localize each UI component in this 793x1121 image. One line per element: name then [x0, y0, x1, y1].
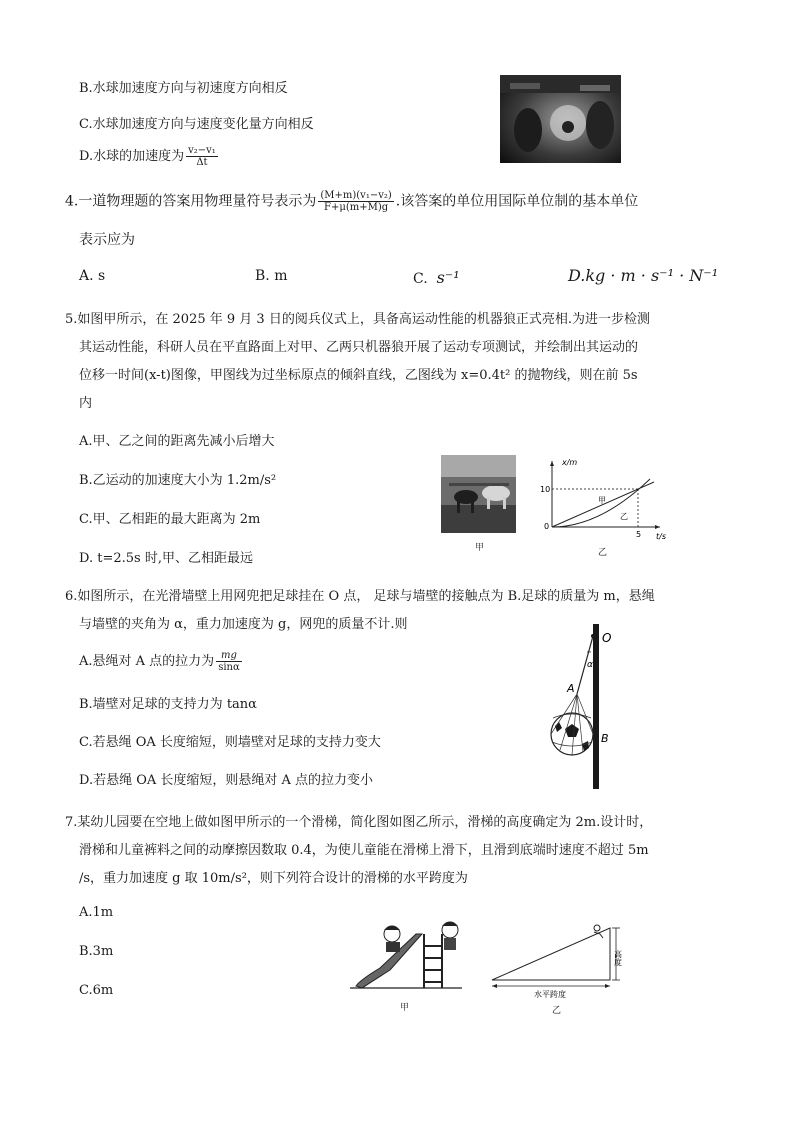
q4-option-c-value: s⁻¹	[436, 268, 460, 287]
q5-line-1: 5.如图甲所示，在 2025 年 9 月 3 日的阅兵仪式上，具备高运动性能的机器狼正式亮相.为进一步检测	[65, 312, 650, 327]
t-tick-5: 5	[636, 530, 642, 539]
q5-figure-label-yi: 乙	[598, 548, 608, 558]
q3-option-c: C.水球加速度方向与速度变化量方向相反	[79, 117, 314, 132]
q4-option-a: A. s	[79, 268, 106, 284]
q7-figure-label-jia: 甲	[400, 1003, 410, 1013]
slide-drawing	[350, 920, 465, 992]
q6-option-c: C.若悬绳 OA 长度缩短，则墙壁对足球的支持力变大	[79, 735, 381, 750]
xt-graph	[540, 455, 670, 545]
q4-stem	[65, 190, 638, 213]
point-a-label: A	[567, 682, 575, 695]
point-b-label: B	[601, 732, 609, 745]
fraction-denominator: sinα	[218, 662, 240, 673]
q6-option-a-fraction	[216, 650, 242, 673]
q7-figure-label-yi: 乙	[552, 1006, 562, 1016]
wall	[593, 624, 599, 789]
child-hair	[442, 922, 458, 926]
q7-option-a: A.1m	[79, 905, 114, 920]
q6-option-d: D.若悬绳 OA 长度缩短，则悬绳对 A 点的拉力变小	[79, 773, 374, 788]
q6-option-a	[79, 650, 244, 673]
q7-line-2: 滑梯和儿童裤料之间的动摩擦因数取 0.4，为使儿童能在滑梯上滑下，且滑到底端时速度不超过 5m	[79, 843, 649, 858]
q3-option-b: B.水球加速度方向与初速度方向相反	[79, 81, 288, 96]
fraction-denominator: Δt	[196, 157, 208, 168]
q4-stem-c: 表示应为	[79, 232, 135, 248]
t-axis-label: t/s	[656, 532, 666, 541]
child-hair	[384, 926, 400, 930]
q6-option-a-prefix: A.悬绳对 A 点的拉力为	[79, 654, 215, 669]
q6-line-1: 6.如图所示，在光滑墙壁上用网兜把足球挂在 O 点， 足球与墙壁的接触点为 B.足球的质量为 m，悬绳	[65, 589, 655, 604]
x-axis-label: x/m	[562, 458, 578, 467]
robot-wolf-photo	[441, 455, 516, 533]
q7-option-c: C.6m	[79, 983, 114, 998]
q3-option-d-fraction	[186, 145, 218, 168]
q4-stem-b: .该答案的单位用国际单位制的基本单位	[395, 193, 639, 210]
q3-option-d	[79, 145, 220, 168]
q4-option-d: D.kg · m · s⁻¹ · N⁻¹	[568, 266, 719, 285]
q5-line-3: 位移一时间(x-t)图像，甲图线为过坐标原点的倾斜直线，乙图线为 x=0.4t² 的抛物线，则在前 5s	[79, 368, 638, 383]
q4-option-c	[413, 268, 460, 287]
q5-option-a: A.甲、乙之间的距离先减小后增大	[79, 434, 275, 449]
slope-triangle	[492, 928, 610, 980]
q7-line-1: 7.某幼儿园要在空地上做如图甲所示的一个滑梯，简化图如图乙所示，滑梯的高度确定为 2m.设计时，	[65, 815, 653, 830]
water-ball-photo	[500, 75, 621, 163]
q4-option-b: B. m	[255, 268, 288, 284]
q5-line-4: 内	[79, 396, 93, 411]
expression-denominator: F+μ(m+M)g	[324, 202, 389, 213]
child-figure	[594, 925, 600, 931]
span-label: 水平跨度	[534, 990, 566, 999]
height-label: 高度	[613, 950, 623, 966]
span-arrow-right	[605, 984, 610, 988]
child-body	[444, 938, 456, 950]
origin-label: 0	[544, 522, 550, 531]
curve-label-yi: 乙	[620, 512, 628, 521]
q5-option-c: C.甲、乙相距的最大距离为 2m	[79, 512, 261, 527]
q6-option-b: B.墙壁对足球的支持力为 tanα	[79, 697, 257, 712]
q7-line-3: /s，重力加速度 g 取 10m/s²，则下列符合设计的滑梯的水平跨度为	[79, 871, 468, 886]
slide-diagram	[488, 914, 633, 1004]
t-axis-arrow	[655, 525, 660, 529]
child-body	[386, 942, 400, 952]
football-net-figure	[535, 622, 625, 790]
q6-line-2: 与墙壁的夹角为 α，重力加速度为 g，网兜的质量不计.则	[79, 617, 408, 632]
angle-alpha-label: α	[587, 660, 593, 670]
q4-expression	[318, 190, 393, 213]
q7-option-b: B.3m	[79, 944, 114, 959]
q4-stem-a: 4.一道物理题的答案用物理量符号表示为	[65, 193, 317, 210]
q5-line-2: 其运动性能，科研人员在平直路面上对甲、乙两只机器狼开展了运动专项测试，并绘制出其运动的	[79, 340, 639, 355]
q3-option-d-prefix: D.水球的加速度为	[79, 149, 185, 164]
x-tick-10: 10	[540, 485, 551, 494]
q5-figure-label-jia: 甲	[475, 543, 485, 553]
fraction-numerator: v₂−v₁	[188, 145, 216, 156]
q5-option-b: B.乙运动的加速度大小为 1.2m/s²	[79, 473, 277, 488]
q4-option-c-label: C.	[413, 271, 428, 287]
expression-numerator: (M+m)(v₁−v₂)	[320, 190, 392, 201]
line-label-jia: 甲	[598, 496, 606, 505]
fraction-numerator: mg	[216, 650, 242, 662]
x-axis-arrow	[550, 461, 554, 466]
q5-option-d: D. t=2.5s 时,甲、乙相距最远	[79, 551, 253, 566]
point-o-label: O	[602, 631, 612, 645]
span-arrow-left	[492, 984, 497, 988]
